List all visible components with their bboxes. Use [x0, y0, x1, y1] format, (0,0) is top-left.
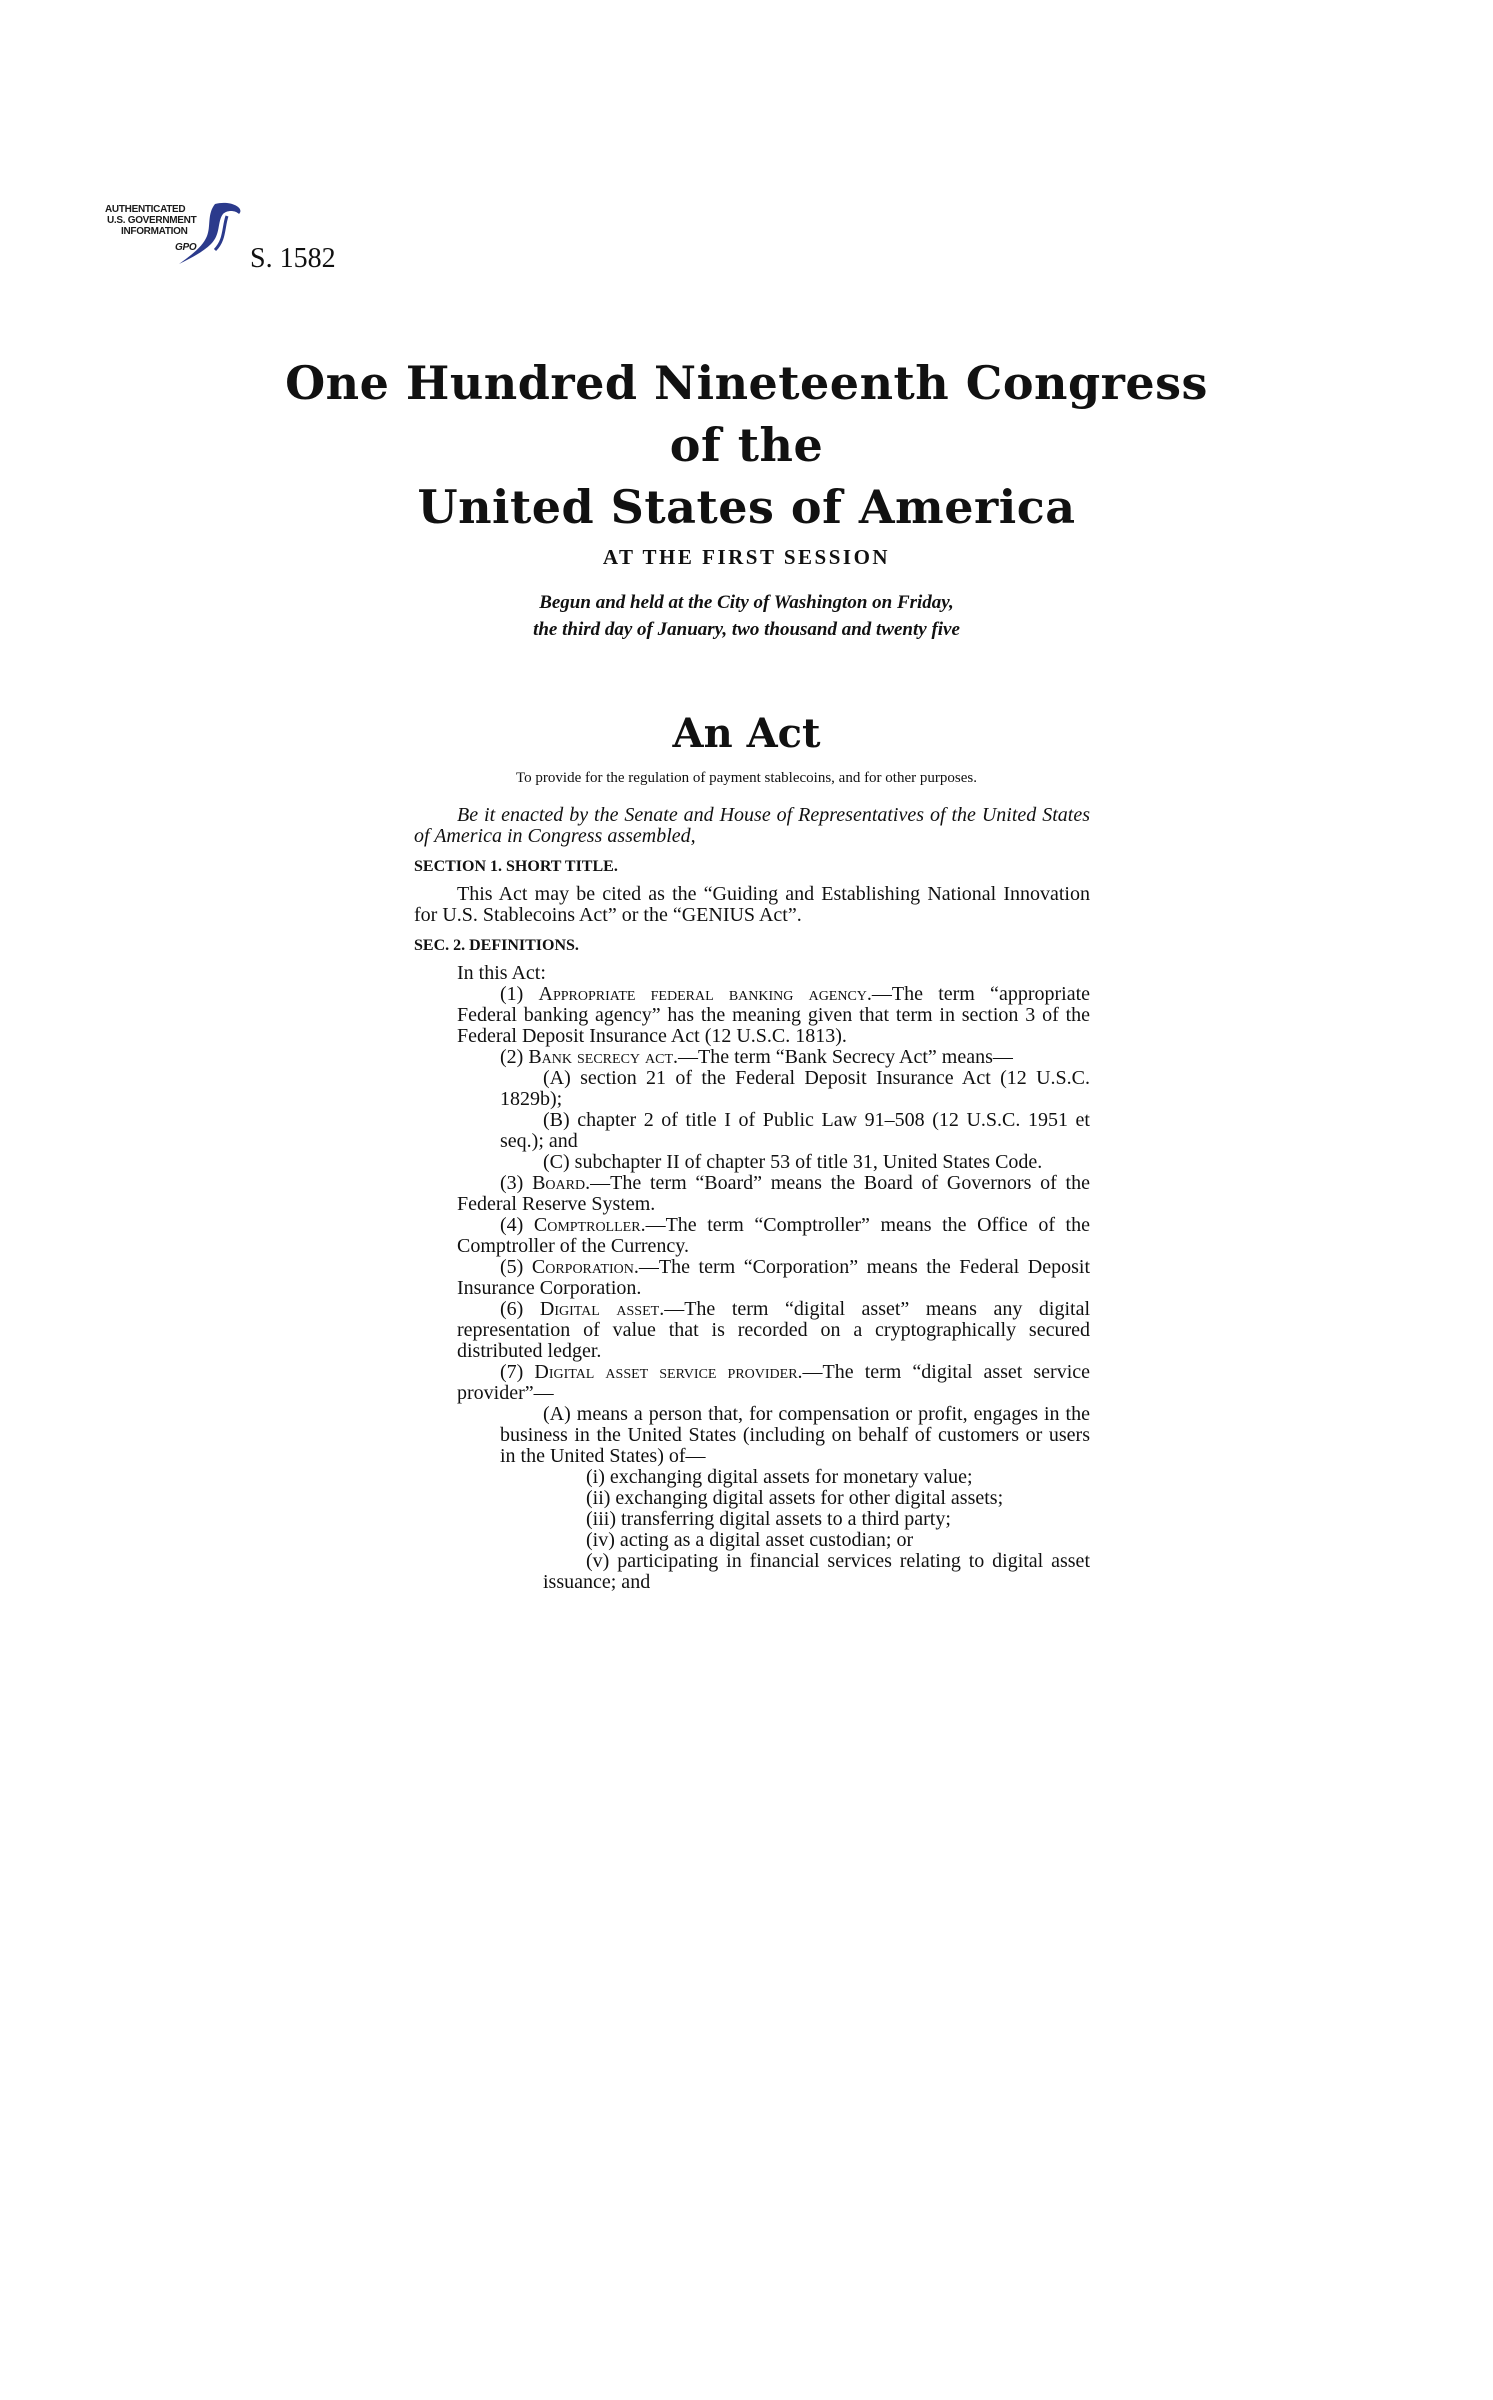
definition-2 — [414, 1047, 1090, 1068]
definition-4-text: .—The term “Comptroller” means the Office of the Comptroller of the Currency. — [457, 1214, 1090, 1257]
definition-1 — [414, 984, 1090, 1047]
definition-7-text: .—The term “digital asset service provider”— — [457, 1361, 1091, 1404]
definition-6-text: .—The term “digital asset” means any digital representation of value that is recorded on a cryptographically secured distributed ledger. — [457, 1298, 1090, 1362]
section-2-intro: In this Act: — [457, 962, 546, 984]
definition-5-term: Corporation — [531, 1256, 634, 1278]
congress-title-line-1: One Hundred Nineteenth Congress — [285, 356, 1208, 410]
definition-7-a-v: (v) participating in financial services relating to digital asset issuance; and — [543, 1550, 1090, 1593]
enacting-clause: Be it enacted by the Senate and House of Representatives of the United States of America in Congress assembled, — [414, 804, 1090, 847]
congress-title — [0, 352, 1493, 538]
congress-title-line-3: United States of America — [417, 480, 1076, 534]
definition-7-a-i: (i) exchanging digital assets for monetary value; — [586, 1466, 973, 1488]
definition-5 — [414, 1257, 1090, 1299]
definition-2-text: .—The term “Bank Secrecy Act” means— — [673, 1046, 1013, 1068]
definition-6-number: (6) — [500, 1298, 540, 1320]
definition-7-a-iii: (iii) transferring digital assets to a third party; — [586, 1508, 951, 1530]
logo-mark: GPO — [175, 242, 197, 253]
definition-7-a-iv: (iv) acting as a digital asset custodian; or — [586, 1529, 914, 1551]
begun-statement — [0, 589, 1493, 643]
definition-2-term: Bank secrecy act — [528, 1046, 674, 1068]
bill-number: S. 1582 — [250, 243, 336, 274]
definition-7 — [414, 1362, 1090, 1404]
logo-line-3: INFORMATION — [121, 226, 188, 237]
begun-line-2: the third day of January, two thousand and twenty five — [533, 619, 960, 640]
definition-7-a: (A) means a person that, for compensation or profit, engages in the business in the United States (including on behalf of customers or users in the United States) of— — [500, 1403, 1090, 1467]
purpose-statement: To provide for the regulation of payment stablecoins, and for other purposes. — [516, 770, 977, 786]
definition-3-number: (3) — [500, 1172, 533, 1194]
session-heading: AT THE FIRST SESSION — [602, 545, 891, 569]
begun-line-1: Begun and held at the City of Washington on Friday, — [539, 592, 954, 613]
definition-1-text: .—The term “appropriate Federal banking agency” has the meaning given that term in section 3 of the Federal Deposit Insurance Act (12 U.S.C. 1813). — [457, 983, 1091, 1047]
definition-1-term: Appropriate federal banking agency — [538, 983, 867, 1005]
definition-4-term: Comptroller — [533, 1214, 641, 1236]
definition-5-number: (5) — [500, 1256, 532, 1278]
gpo-authentication-logo — [105, 200, 247, 272]
definition-6-term: Digital asset — [539, 1298, 660, 1320]
definition-2-c: (C) subchapter II of chapter 53 of title 31, United States Code. — [543, 1151, 1043, 1173]
section-1-heading: SECTION 1. SHORT TITLE. — [414, 858, 618, 875]
logo-line-1: AUTHENTICATED — [105, 204, 186, 215]
definition-2-b: (B) chapter 2 of title I of Public Law 91–508 (12 U.S.C. 1951 et seq.); and — [500, 1109, 1090, 1152]
definition-1-number: (1) — [500, 983, 539, 1005]
definition-7-a-ii: (ii) exchanging digital assets for other digital assets; — [586, 1487, 1004, 1509]
definition-2-a: (A) section 21 of the Federal Deposit Insurance Act (12 U.S.C. 1829b); — [500, 1067, 1090, 1110]
definition-5-text: .—The term “Corporation” means the Federal Deposit Insurance Corporation. — [457, 1256, 1090, 1299]
definition-3-text: .—The term “Board” means the Board of Governors of the Federal Reserve System. — [457, 1172, 1090, 1215]
section-2-heading: SEC. 2. DEFINITIONS. — [414, 937, 579, 954]
bill-body — [414, 805, 1090, 1593]
eagle-icon — [165, 200, 249, 270]
definition-6 — [414, 1299, 1090, 1362]
congress-title-line-2: of the — [669, 418, 824, 472]
definition-2-number: (2) — [500, 1046, 529, 1068]
definition-7-term: Digital asset service provider — [534, 1361, 798, 1383]
definition-3-term: Board — [532, 1172, 586, 1194]
definition-3 — [414, 1173, 1090, 1215]
definition-7-number: (7) — [500, 1361, 535, 1383]
logo-line-2: U.S. GOVERNMENT — [107, 215, 197, 226]
definition-4 — [414, 1215, 1090, 1257]
act-title: An Act — [672, 710, 821, 757]
definition-4-number: (4) — [500, 1214, 534, 1236]
section-1-text: This Act may be cited as the “Guiding and Establishing National Innovation for U.S. Stablecoins Act” or the “GENIUS Act”. — [414, 883, 1090, 926]
